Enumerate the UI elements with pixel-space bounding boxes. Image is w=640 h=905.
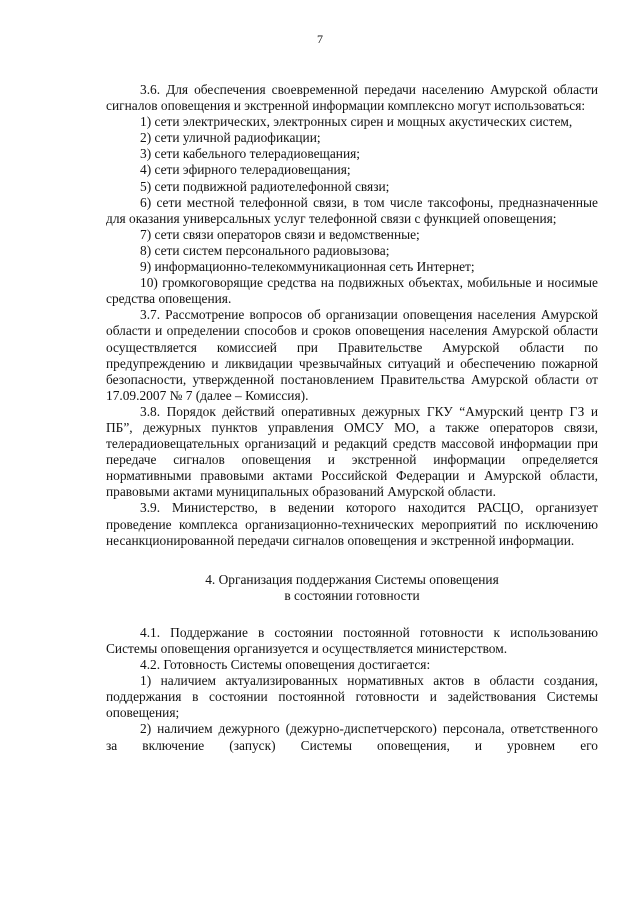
list-item: 8) сети систем персонального радиовызова;	[140, 242, 390, 258]
list-item: 2) наличием дежурного (дежурно-диспетчерского) персонала, ответственного за включение (запуск) Системы оповещения, и уровнем его	[106, 721, 598, 753]
list-item: 6) сети местной телефонной связи, в том числе таксофоны, предназначенные для оказания универсальных услуг телефонной связи с функцией оповещения;	[106, 194, 598, 226]
section-heading-line2: в состоянии готовности	[284, 587, 420, 603]
page-number: 7	[317, 32, 323, 46]
paragraph-3-6: 3.6. Для обеспечения своевременной передачи населению Амурской области сигналов оповещения и экстренной информации комплексно могут использоваться:	[106, 82, 598, 114]
list-item: 10) громкоговорящие средства на подвижных объектах, мобильные и носимые средства оповещения.	[106, 275, 598, 307]
list-item: 9) информационно-телекоммуникационная сеть Интернет;	[140, 259, 475, 275]
list-item: 1) наличием актуализированных нормативных актов в области создания, поддержания в состоянии постоянной готовности и задействования Системы оповещения;	[106, 673, 598, 721]
paragraph-4-2: 4.2. Готовность Системы оповещения достигается:	[140, 657, 431, 673]
list-item: 1) сети электрических, электронных сирен и мощных акустических систем,	[140, 114, 573, 130]
list-item: 7) сети связи операторов связи и ведомственные;	[140, 226, 420, 242]
document-body	[106, 82, 598, 754]
section-heading: 4. Организация поддержания Системы оповещения	[205, 571, 499, 587]
paragraph-3-7: 3.7. Рассмотрение вопросов об организации оповещения населения Амурской области и определении способов и сроков оповещения населения Амурской области осуществляется комиссией при Правительстве Амурской области по предупреждению и ликвидации чрезвычайных ситуаций и обеспечению пожарной безопасности, утвержденной постановлением Правительства Амурской области от 17.09.2007 № 7 (далее – Комиссия).	[106, 307, 598, 403]
list-item: 2) сети уличной радиофикации;	[140, 130, 321, 146]
list-item: 3) сети кабельного телерадиовещания;	[140, 146, 360, 162]
paragraph-3-9: 3.9. Министерство, в ведении которого находится РАСЦО, организует проведение комплекса организационно-технических мероприятий по исключению несанкционированной передачи сигналов оповещения и экстренной информации.	[106, 500, 598, 548]
paragraph-4-1: 4.1. Поддержание в состоянии постоянной готовности к использованию Системы оповещения организуется и осуществляется министерством.	[106, 624, 598, 656]
paragraph-3-8: 3.8. Порядок действий оперативных дежурных ГКУ “Амурский центр ГЗ и ПБ”, дежурных пунктов управления ОМСУ МО, а также операторов связи, телерадиовещательных организаций и редакций средств массовой информации при передаче сигналов оповещения и экстренной информации определяется нормативными правовыми актами Российской Федерации и Амурской области, правовыми актами муниципальных образований Амурской области.	[106, 403, 598, 500]
list-item: 5) сети подвижной радиотелефонной связи;	[140, 178, 390, 194]
list-item: 4) сети эфирного телерадиовещания;	[140, 162, 351, 178]
